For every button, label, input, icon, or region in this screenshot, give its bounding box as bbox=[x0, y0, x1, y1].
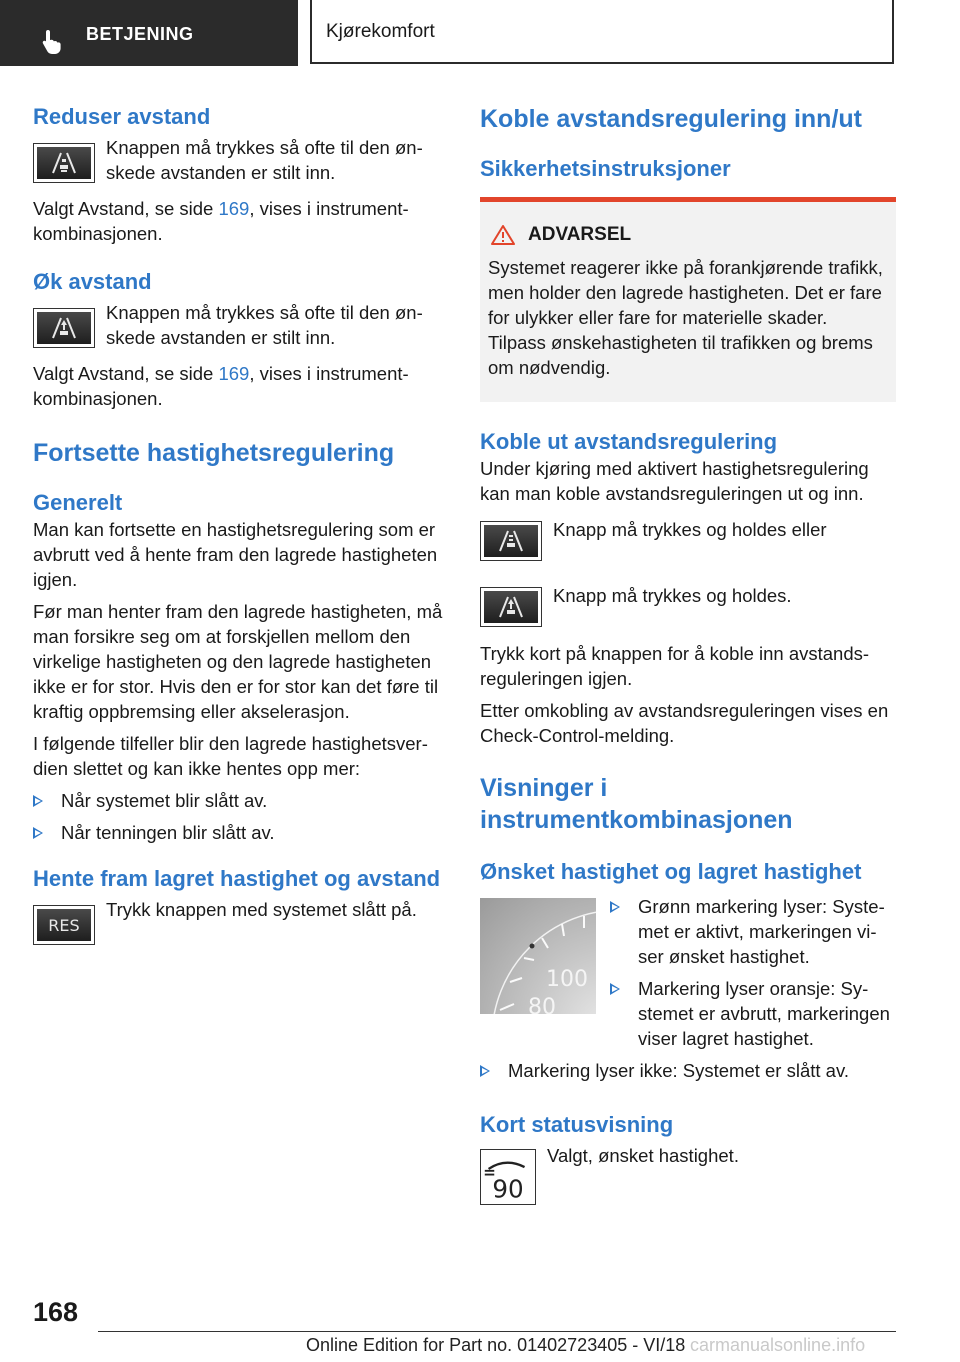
gauge-row bbox=[480, 894, 896, 1058]
para-text: , vises i instrumentkombinasjonen. bbox=[33, 198, 409, 244]
heading-reduce-distance: Reduser avstand bbox=[33, 104, 211, 129]
page-link[interactable]: 169 bbox=[218, 198, 250, 219]
heading-toggle-distance-control: Koble avstandsregulering inn/ut bbox=[480, 105, 862, 133]
distance-control-icon bbox=[496, 529, 526, 553]
disable-para-2: Trykk kort på knappen for å koble inn avstandsreguleringen igjen. bbox=[480, 643, 870, 689]
distance-control-icon bbox=[496, 595, 526, 619]
res-button-label: RES bbox=[48, 915, 80, 935]
heading-recall-speed: Hente fram lagret hastighet og avstand bbox=[33, 866, 441, 891]
distance-button-image bbox=[480, 521, 542, 561]
para-text: Valgt Avstand, se side bbox=[33, 363, 219, 384]
status-row bbox=[480, 1143, 896, 1205]
status-display-image bbox=[480, 1149, 536, 1205]
status-speed-value: 90 bbox=[492, 1174, 524, 1203]
list-item-text: Grønn markering lyser: Systemet er aktivt, markeringen viser ønsket hastighet. bbox=[638, 896, 885, 967]
gauge-label-80: 80 bbox=[528, 995, 556, 1014]
speedometer-image bbox=[480, 898, 596, 1014]
heading-increase-distance: Øk avstand bbox=[33, 269, 152, 294]
heading-desired-speed: Ønsket hastighet og lagret hastighet bbox=[480, 859, 862, 884]
warning-title bbox=[488, 222, 888, 247]
list-item bbox=[33, 820, 447, 845]
page-header bbox=[0, 0, 960, 66]
recall-row bbox=[33, 897, 447, 945]
recall-text: Trykk knappen med systemet slått på. bbox=[106, 899, 417, 920]
list-item-text: Når systemet blir slått av. bbox=[61, 790, 268, 811]
bullet-triangle-icon bbox=[610, 901, 620, 913]
list-item bbox=[33, 788, 447, 813]
bullet-triangle-icon bbox=[480, 1065, 490, 1077]
bullet-triangle-icon bbox=[610, 983, 620, 995]
disable-button-row-2 bbox=[480, 583, 896, 627]
resume-bullet-list bbox=[33, 788, 447, 845]
footer-divider bbox=[98, 1331, 896, 1332]
gauge-bullet-list bbox=[610, 894, 896, 1058]
speedometer-dial-icon bbox=[480, 898, 596, 1014]
gauge-label-100: 100 bbox=[546, 967, 588, 992]
increase-distance-text: Knappen må trykkes så ofte til den ønskede avstanden er stilt inn. bbox=[106, 302, 423, 348]
section-tab bbox=[0, 0, 298, 66]
display-status-list bbox=[480, 1058, 896, 1083]
para-text: , vises i instrumentkombinasjonen. bbox=[33, 363, 409, 409]
list-item bbox=[610, 976, 896, 1051]
increase-distance-row bbox=[33, 300, 447, 350]
disable-para-3: Etter omkobling av avstandsreguleringen vises en Check-Control-melding. bbox=[480, 700, 889, 746]
heading-instrument-displays: Visninger i instrumentkombinasjonen bbox=[480, 774, 793, 834]
right-column bbox=[480, 100, 896, 1205]
reduce-distance-text: Knappen må trykkes så ofte til den ønskede avstanden er stilt inn. bbox=[106, 137, 423, 183]
warning-box bbox=[480, 197, 896, 402]
increase-distance-para bbox=[33, 361, 447, 411]
list-item bbox=[480, 1058, 896, 1083]
heading-resume-cruise: Fortsette hastighetsregulering bbox=[33, 439, 395, 467]
res-button-image bbox=[33, 905, 95, 945]
reduce-distance-para bbox=[33, 196, 447, 246]
chapter-box bbox=[310, 0, 894, 64]
list-item bbox=[610, 894, 896, 969]
heading-disable-distance-control: Koble ut avstandsregulering bbox=[480, 429, 778, 454]
warning-title-text: ADVARSEL bbox=[528, 224, 632, 245]
edition-text: Online Edition for Part no. 01402723405 - VI/18 bbox=[306, 1335, 686, 1355]
para-text: Valgt Avstand, se side bbox=[33, 198, 219, 219]
disable-button-text-2: Knapp må trykkes og holdes. bbox=[553, 585, 792, 606]
distance-button-image bbox=[33, 308, 95, 348]
heading-short-status: Kort statusvisning bbox=[480, 1112, 674, 1137]
distance-button-image bbox=[33, 143, 95, 183]
watermark-text: carmanualsonline.info bbox=[690, 1335, 866, 1355]
cruise-speed-icon bbox=[481, 1150, 534, 1203]
status-text: Valgt, ønsket hastighet. bbox=[547, 1145, 739, 1166]
section-title: BETJENING bbox=[86, 24, 194, 44]
page-link[interactable]: 169 bbox=[218, 363, 250, 384]
list-item-text: Markering lyser ikke: Systemet er slått av. bbox=[508, 1060, 849, 1081]
heading-safety-instructions: Sikkerhetsinstruksjoner bbox=[480, 156, 731, 181]
chapter-title: Kjørekomfort bbox=[326, 21, 435, 42]
list-item-text: Når tenningen blir slått av. bbox=[61, 822, 275, 843]
disable-button-text-1: Knapp må trykkes og holdes eller bbox=[553, 519, 827, 540]
distance-button-image bbox=[480, 587, 542, 627]
list-item-text: Markering lyser oransje: Systemet er avbrutt, markeringen viser lagret hastighet. bbox=[638, 978, 890, 1049]
hand-pointer-icon bbox=[40, 28, 66, 54]
left-column bbox=[33, 100, 447, 945]
bullet-triangle-icon bbox=[33, 827, 43, 839]
page-number: 168 bbox=[33, 1297, 79, 1327]
resume-para-1: Man kan fortsette en hastighetsregulering som er avbrutt ved å hente fram den lagrede hastigheten igjen. bbox=[33, 519, 438, 590]
disable-button-row-1 bbox=[480, 517, 896, 561]
resume-para-3: I følgende tilfeller blir den lagrede hastighetsverdien slettet og kan ikke hentes opp mer: bbox=[33, 733, 428, 779]
disable-para-1: Under kjøring med aktivert hastighetsregulering kan man koble avstandsreguleringen ut og inn. bbox=[480, 458, 869, 504]
page-footer bbox=[0, 1290, 960, 1362]
warning-text: Systemet reagerer ikke på forankjørende trafikk, men holder den lagrede hastigheten. Det er fare for ulykker eller fare for materielle skader. Tilpass ønskehastigheten til trafikken og brems om nødvendig. bbox=[488, 257, 883, 378]
distance-reduce-icon bbox=[49, 151, 79, 175]
warning-triangle-icon bbox=[490, 224, 516, 246]
bullet-triangle-icon bbox=[33, 795, 43, 807]
heading-general: Generelt bbox=[33, 490, 123, 515]
resume-para-2: Før man henter fram den lagrede hastigheten, må man forsikre seg om at forskjellen mellom den virkelige hastigheten og den lagrede hastigheten ikke er for stor. Hvis den er for stor kan det føre til kraftig oppbremsing eller akselerasjon. bbox=[33, 601, 443, 722]
distance-increase-icon bbox=[49, 316, 79, 340]
reduce-distance-row bbox=[33, 135, 447, 185]
